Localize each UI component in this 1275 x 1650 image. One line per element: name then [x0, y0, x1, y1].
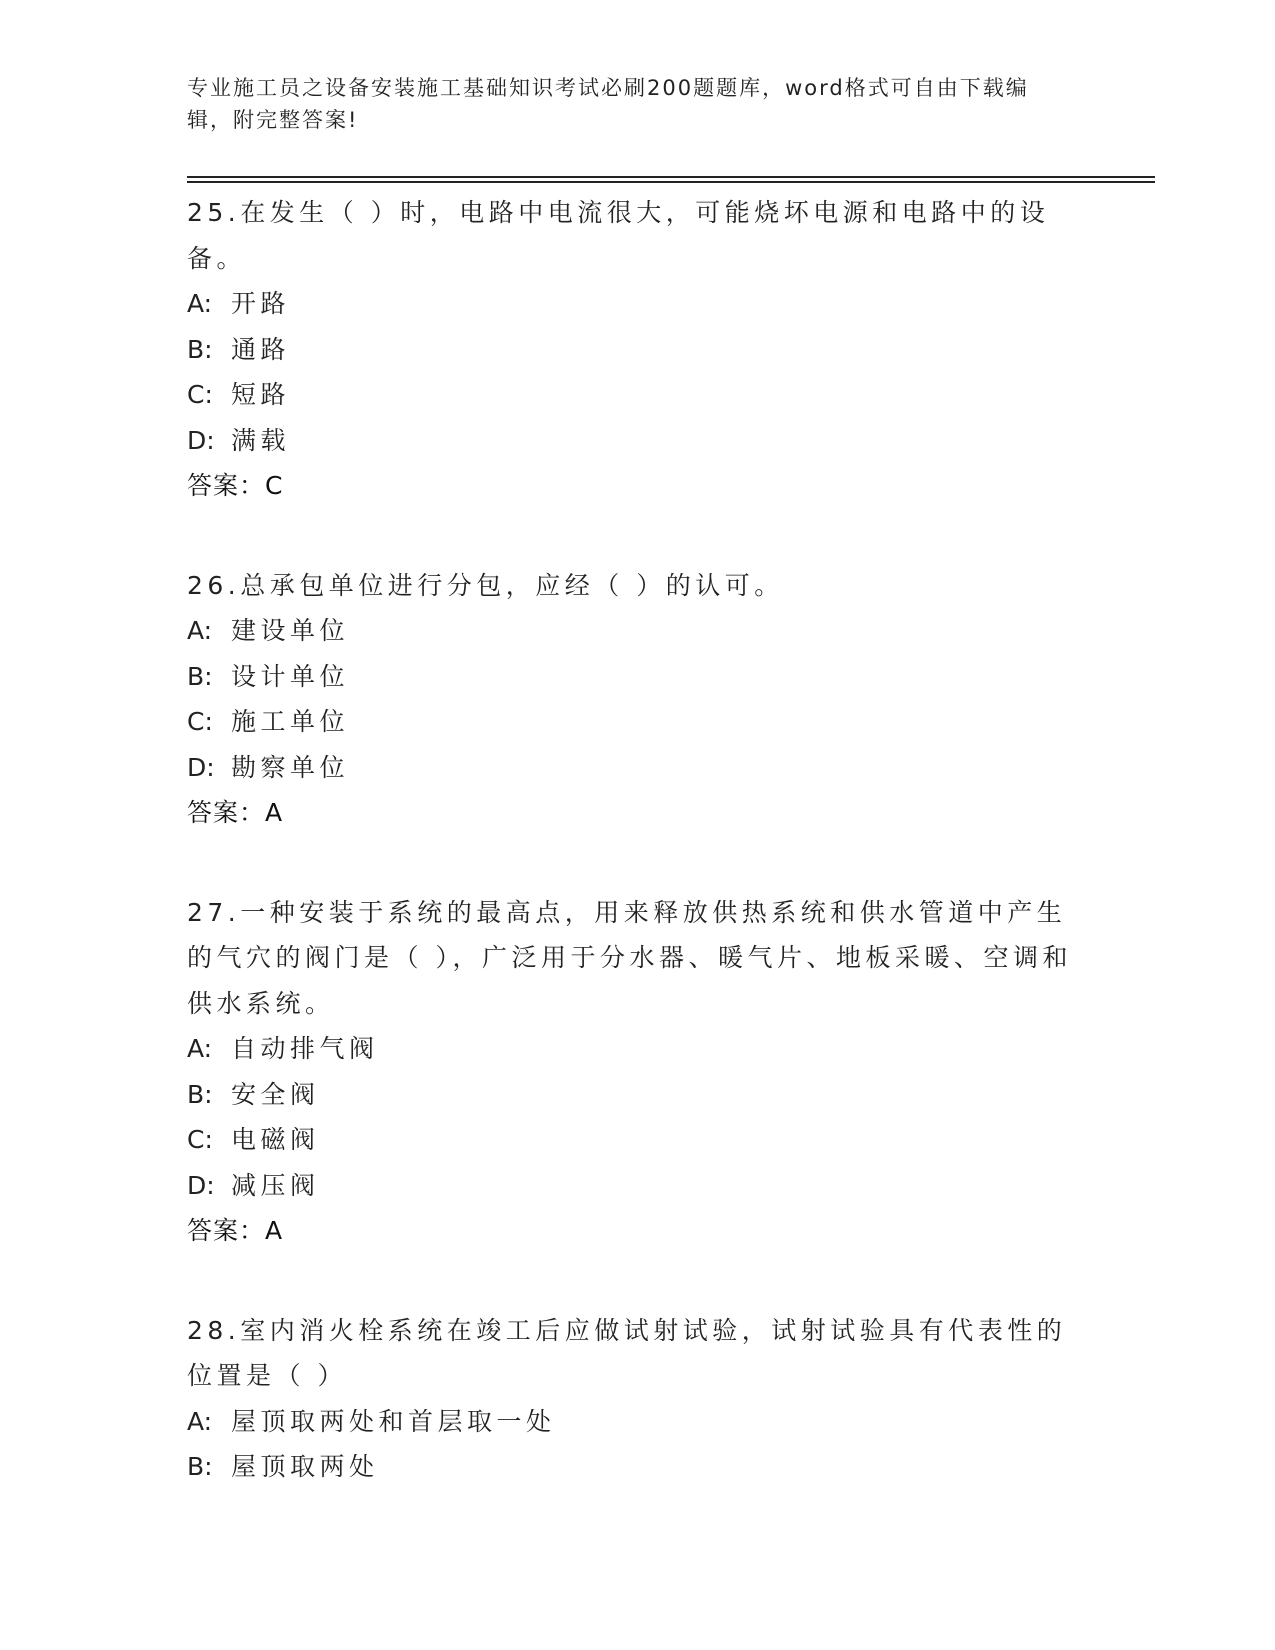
question-27 — [187, 890, 1087, 1254]
option-a — [187, 1026, 1087, 1072]
option-text: 安全阀 — [231, 1079, 320, 1109]
question-list — [187, 190, 1087, 1544]
answer-line: 答案：C — [187, 471, 284, 500]
option-c — [187, 1117, 1087, 1163]
answer-line: 答案：A — [187, 1216, 284, 1245]
header-divider-bottom — [187, 181, 1155, 183]
question-stem: 28.室内消火栓系统在竣工后应做试射试验，试射试验具有代表性的位置是（ ） — [187, 1315, 1067, 1390]
option-text: 建设单位 — [231, 616, 350, 645]
question-26 — [187, 563, 1087, 836]
option-a — [187, 281, 1087, 327]
option-b — [187, 327, 1087, 373]
option-text: 开路 — [231, 289, 291, 318]
option-letter: A: — [187, 1034, 213, 1063]
option-b — [187, 1444, 1087, 1490]
option-text: 设计单位 — [231, 661, 350, 691]
option-letter: A: — [187, 289, 213, 318]
option-text: 短路 — [231, 380, 291, 409]
option-letter: B: — [187, 661, 213, 691]
option-text: 屋顶取两处和首层取一处 — [231, 1406, 556, 1436]
option-letter: D: — [187, 1170, 215, 1200]
option-d — [187, 1163, 1087, 1209]
option-text: 减压阀 — [231, 1170, 320, 1200]
option-text: 通路 — [231, 334, 291, 364]
question-25 — [187, 190, 1087, 509]
option-c — [187, 372, 1087, 418]
question-stem: 27.一种安装于系统的最高点，用来释放供热系统和供水管道中产生的气穴的阀门是（ ），广泛用于分水器、暖气片、地板采暖、空调和供水系统。 — [187, 897, 1072, 1018]
document-header: 专业施工员之设备安装施工基础知识考试必刷200题题库，word格式可自由下载编辑，附完整答案! — [187, 76, 1029, 132]
option-letter: B: — [187, 334, 213, 364]
option-a — [187, 1399, 1087, 1445]
option-text: 自动排气阀 — [231, 1034, 379, 1063]
question-28 — [187, 1308, 1087, 1490]
option-letter: B: — [187, 1452, 213, 1481]
option-text: 施工单位 — [231, 707, 350, 736]
option-text: 勘察单位 — [231, 752, 350, 782]
answer-line: 答案：A — [187, 798, 284, 827]
option-d — [187, 418, 1087, 464]
option-c — [187, 699, 1087, 745]
question-stem: 26.总承包单位进行分包，应经（ ）的认可。 — [187, 570, 784, 600]
option-b — [187, 654, 1087, 700]
option-text: 屋顶取两处 — [231, 1452, 379, 1481]
option-d — [187, 745, 1087, 791]
option-letter: B: — [187, 1079, 213, 1109]
option-letter: C: — [187, 380, 213, 409]
option-letter: A: — [187, 616, 213, 645]
option-text: 满载 — [231, 425, 291, 455]
option-letter: C: — [187, 707, 213, 736]
option-letter: C: — [187, 1125, 213, 1154]
header-divider-top — [187, 176, 1155, 178]
option-text: 电磁阀 — [231, 1125, 320, 1154]
option-letter: A: — [187, 1406, 213, 1436]
option-letter: D: — [187, 752, 215, 782]
option-letter: D: — [187, 425, 215, 455]
question-stem: 25.在发生（ ）时，电路中电流很大，可能烧坏电源和电路中的设备。 — [187, 198, 1050, 273]
option-a — [187, 608, 1087, 654]
option-b — [187, 1072, 1087, 1118]
